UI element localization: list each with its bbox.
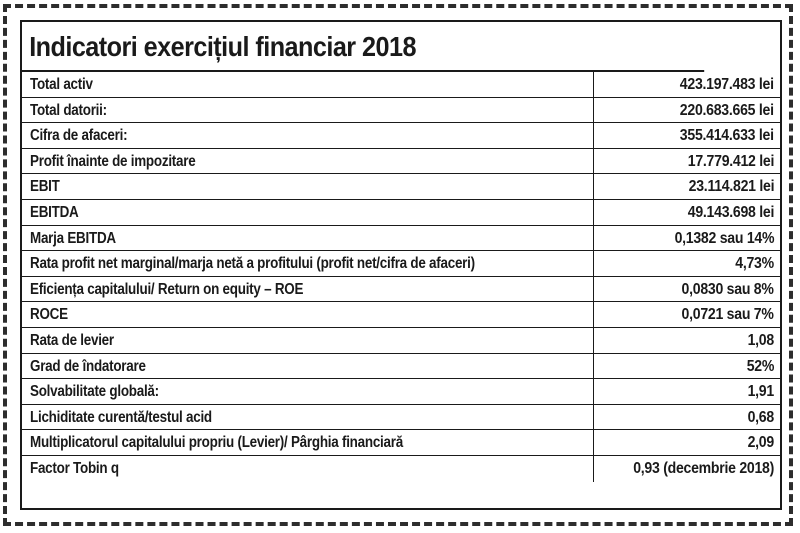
row-label	[22, 226, 594, 251]
row-value-text: 52%	[746, 357, 774, 375]
row-label-text: Total activ	[30, 76, 93, 93]
row-value-text: 4,73%	[735, 255, 774, 273]
row-value-text: 1,91	[747, 383, 774, 401]
row-label-text: Solvabilitate globală:	[30, 383, 159, 401]
row-value	[594, 200, 780, 225]
table-row	[22, 149, 780, 175]
row-value	[594, 328, 780, 353]
row-label-text: EBITDA	[30, 203, 79, 221]
row-value	[594, 251, 780, 276]
row-label-text: Profit înainte de impozitare	[30, 152, 196, 170]
row-label-text: Eficiența capitalului/ Return on equity – ROE	[30, 280, 304, 298]
indicators-table	[22, 72, 780, 482]
row-label	[22, 149, 594, 174]
row-label-text: Grad de îndatorare	[30, 357, 146, 375]
table-row	[22, 277, 780, 303]
table-row	[22, 354, 780, 380]
table-row	[22, 456, 780, 482]
row-value-text: 355.414.633 lei	[680, 127, 774, 145]
row-label	[22, 328, 594, 353]
row-value	[594, 226, 780, 251]
row-value	[594, 174, 780, 199]
row-label-text: EBIT	[30, 178, 60, 196]
row-value	[594, 277, 780, 302]
row-label-text: Rata de levier	[30, 331, 114, 349]
row-label-text: Factor Tobin q	[30, 459, 119, 477]
row-label	[22, 354, 594, 379]
row-value	[594, 379, 780, 404]
row-label-text: Lichiditate curentă/testul acid	[30, 408, 212, 426]
row-label-text: ROCE	[30, 306, 68, 324]
table-row	[22, 174, 780, 200]
table-row	[22, 226, 780, 252]
table-row	[22, 98, 780, 124]
row-label	[22, 174, 594, 199]
row-label	[22, 405, 594, 430]
row-label-text: Cifra de afaceri:	[30, 127, 128, 145]
row-label-text: Total datorii:	[30, 101, 107, 119]
table-row	[22, 328, 780, 354]
row-value-text: 423.197.483 lei	[680, 76, 774, 93]
row-label-text: Marja EBITDA	[30, 229, 116, 247]
row-label	[22, 379, 594, 404]
row-value-text: 0,0830 sau 8%	[681, 280, 774, 298]
row-label	[22, 123, 594, 148]
row-label-text: Multiplicatorul capitalului propriu (Levier)/ Pârghia financiară	[30, 434, 403, 452]
row-label	[22, 251, 594, 276]
table-row	[22, 123, 780, 149]
table-row	[22, 405, 780, 431]
row-value-text: 17.779.412 lei	[687, 152, 774, 170]
row-value	[594, 354, 780, 379]
row-value-text: 23.114.821 lei	[688, 178, 774, 196]
table-row	[22, 379, 780, 405]
row-value-text: 0,1382 sau 14%	[674, 229, 774, 247]
row-value	[594, 302, 780, 327]
row-value	[594, 149, 780, 174]
row-value	[594, 72, 780, 97]
row-label	[22, 456, 594, 482]
table-row	[22, 200, 780, 226]
row-value	[594, 430, 780, 455]
table-row	[22, 251, 780, 277]
row-value-text: 1,08	[747, 331, 774, 349]
row-value-text: 2,09	[747, 434, 774, 452]
row-label	[22, 98, 594, 123]
row-value	[594, 456, 780, 482]
row-label	[22, 277, 594, 302]
row-value-text: 220.683.665 lei	[680, 101, 774, 119]
row-label	[22, 72, 594, 97]
row-label	[22, 200, 594, 225]
indicators-table-card	[20, 20, 782, 510]
row-value-text: 0,0721 sau 7%	[681, 306, 774, 324]
table-row	[22, 302, 780, 328]
row-value-text: 49.143.698 lei	[687, 203, 774, 221]
row-label	[22, 302, 594, 327]
row-value-text: 0,93 (decembrie 2018)	[633, 459, 774, 477]
row-value-text: 0,68	[747, 408, 774, 426]
row-value	[594, 405, 780, 430]
row-label	[22, 430, 594, 455]
row-label-text: Rata profit net marginal/marja netă a profitului (profit net/cifra de afaceri)	[30, 255, 475, 273]
table-row	[22, 430, 780, 456]
row-value	[594, 123, 780, 148]
row-value	[594, 98, 780, 123]
table-title: Indicatori exercițiul financiar 2018	[22, 22, 704, 72]
table-row	[22, 72, 780, 98]
